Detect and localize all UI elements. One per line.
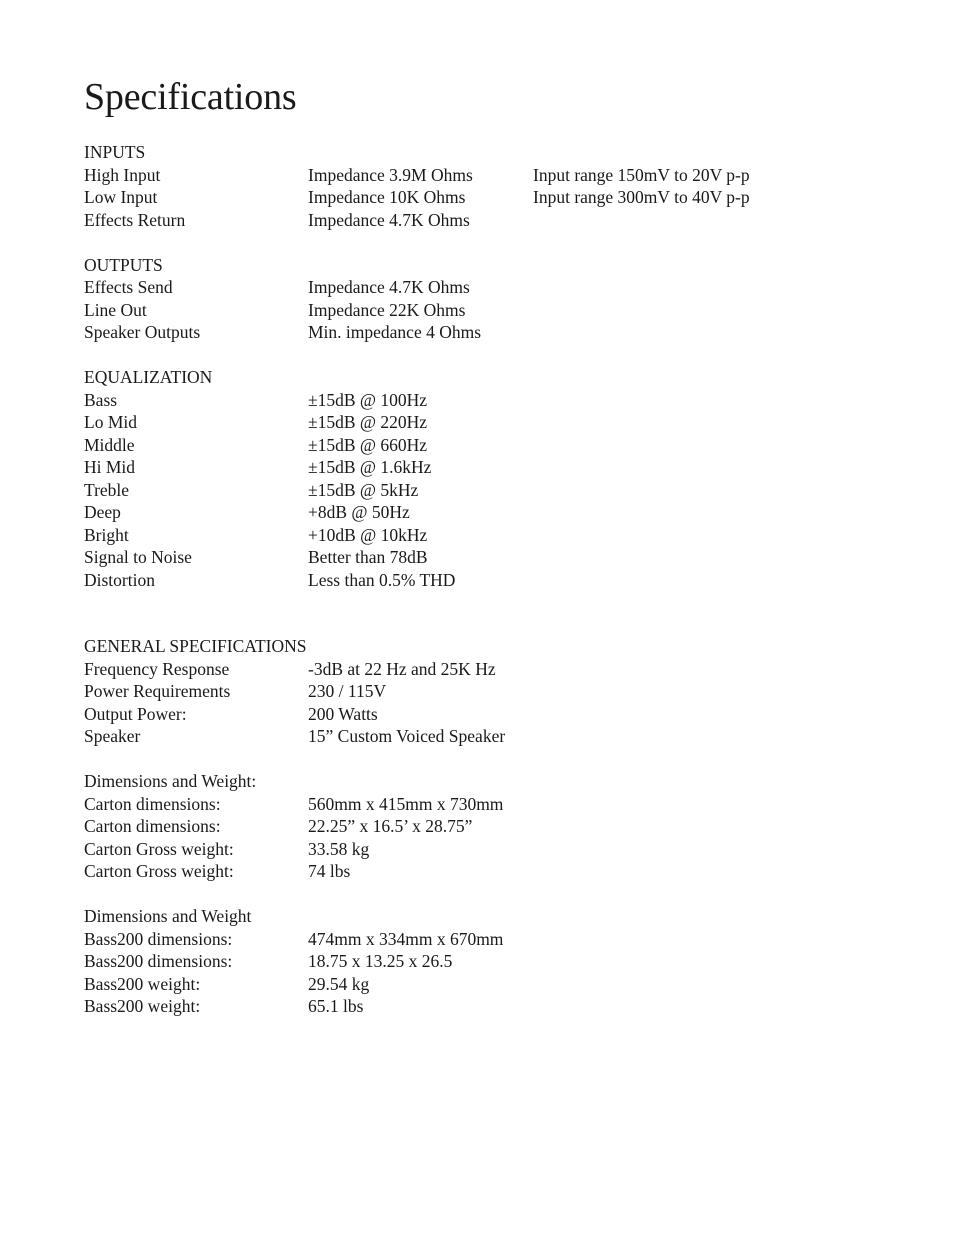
spec-row [84, 793, 904, 816]
carton-heading: Dimensions and Weight: [84, 771, 257, 791]
spec-row [84, 456, 904, 479]
spec-label: Bass200 weight: [84, 996, 201, 1016]
spec-label: Effects Send [84, 277, 173, 297]
outputs-heading: OUTPUTS [84, 254, 163, 275]
spec-extra [533, 209, 833, 232]
spec-row [84, 501, 904, 524]
outputs-section [84, 254, 904, 344]
spec-label: Carton dimensions: [84, 793, 221, 814]
spec-label: Signal to Noise [84, 547, 192, 567]
spec-value: 15” Custom Voiced Speaker [308, 726, 506, 746]
spec-extra: Input range 150mV to 20V p-p [533, 164, 750, 185]
inputs-heading: INPUTS [84, 142, 146, 162]
spec-value: 560mm x 415mm x 730mm [308, 793, 504, 814]
spec-row [84, 703, 904, 726]
spec-value: Impedance 10K Ohms [308, 187, 466, 207]
spec-row [84, 411, 904, 434]
unit-section [84, 905, 904, 1018]
spec-row [84, 524, 904, 547]
spec-value: Better than 78dB [308, 547, 428, 567]
spec-label: High Input [84, 164, 161, 185]
spec-label: Speaker [84, 726, 141, 746]
equalization-section [84, 366, 904, 591]
spec-row [84, 815, 904, 838]
spec-page [84, 74, 904, 1018]
spec-label: Output Power: [84, 703, 187, 724]
spec-row [84, 658, 904, 681]
spec-label: Bass [84, 389, 118, 410]
inputs-section [84, 141, 904, 231]
carton-section [84, 770, 904, 883]
spec-label: Deep [84, 502, 121, 522]
spec-row [84, 860, 904, 883]
spec-label: Middle [84, 434, 135, 455]
spec-row [84, 973, 904, 996]
spec-value: Less than 0.5% THD [308, 569, 456, 590]
spec-value: 230 / 115V [308, 681, 387, 701]
spec-value: 200 Watts [308, 703, 378, 724]
spec-label: Carton dimensions: [84, 816, 221, 836]
spec-row [84, 838, 904, 861]
spec-value: ±15dB @ 5kHz [308, 479, 419, 500]
spec-value: 33.58 kg [308, 838, 370, 859]
general-section [84, 635, 904, 748]
spec-row [84, 164, 904, 187]
spec-row [84, 186, 904, 209]
spec-row [84, 434, 904, 457]
spec-label: Speaker Outputs [84, 322, 201, 342]
spec-row [84, 928, 904, 951]
spec-value: ±15dB @ 660Hz [308, 434, 428, 455]
spec-row [84, 725, 904, 748]
spec-value: +10dB @ 10kHz [308, 524, 428, 545]
spec-value: Impedance 3.9M Ohms [308, 164, 473, 185]
spec-label: Low Input [84, 187, 158, 207]
spec-label: Power Requirements [84, 681, 231, 701]
spec-value: ±15dB @ 100Hz [308, 389, 428, 410]
spec-row [84, 950, 904, 973]
spec-row [84, 299, 904, 322]
spec-label: Distortion [84, 569, 155, 590]
spec-label: Bass200 weight: [84, 973, 201, 994]
spec-label: Treble [84, 479, 130, 500]
page-title: Specifications [84, 76, 297, 118]
spec-value: Impedance 4.7K Ohms [308, 209, 470, 230]
spec-row [84, 995, 904, 1018]
spec-value: Impedance 22K Ohms [308, 299, 466, 320]
spec-value: ±15dB @ 220Hz [308, 412, 428, 432]
spec-label: Bright [84, 524, 129, 545]
spec-value: +8dB @ 50Hz [308, 502, 410, 522]
spec-label: Bass200 dimensions: [84, 928, 233, 949]
spec-row [84, 680, 904, 703]
spec-value: 65.1 lbs [308, 996, 364, 1016]
spec-row [84, 389, 904, 412]
spec-value: 18.75 x 13.25 x 26.5 [308, 951, 453, 971]
equalization-heading: EQUALIZATION [84, 367, 213, 387]
general-heading: GENERAL SPECIFICATIONS [84, 636, 307, 656]
spec-label: Bass200 dimensions: [84, 951, 233, 971]
spec-value: -3dB at 22 Hz and 25K Hz [308, 658, 496, 679]
spec-row [84, 569, 904, 592]
spec-label: Frequency Response [84, 658, 230, 679]
spec-label: Effects Return [84, 209, 186, 230]
spec-label: Carton Gross weight: [84, 861, 234, 881]
spec-label: Lo Mid [84, 412, 137, 432]
spec-value: 74 lbs [308, 861, 351, 881]
spec-extra: Input range 300mV to 40V p-p [533, 187, 750, 207]
spec-value: 29.54 kg [308, 973, 370, 994]
spec-value: 22.25” x 16.5’ x 28.75” [308, 816, 473, 836]
spec-label: Carton Gross weight: [84, 838, 234, 859]
spec-row [84, 209, 904, 232]
spec-row [84, 321, 904, 344]
spec-row [84, 479, 904, 502]
spec-label: Hi Mid [84, 457, 136, 477]
spec-label: Line Out [84, 299, 147, 320]
spec-value: ±15dB @ 1.6kHz [308, 457, 432, 477]
spec-value: 474mm x 334mm x 670mm [308, 928, 504, 949]
spec-row [84, 276, 904, 299]
spec-value: Min. impedance 4 Ohms [308, 322, 482, 342]
spec-value: Impedance 4.7K Ohms [308, 277, 470, 297]
unit-heading: Dimensions and Weight [84, 906, 252, 926]
spec-row [84, 546, 904, 569]
